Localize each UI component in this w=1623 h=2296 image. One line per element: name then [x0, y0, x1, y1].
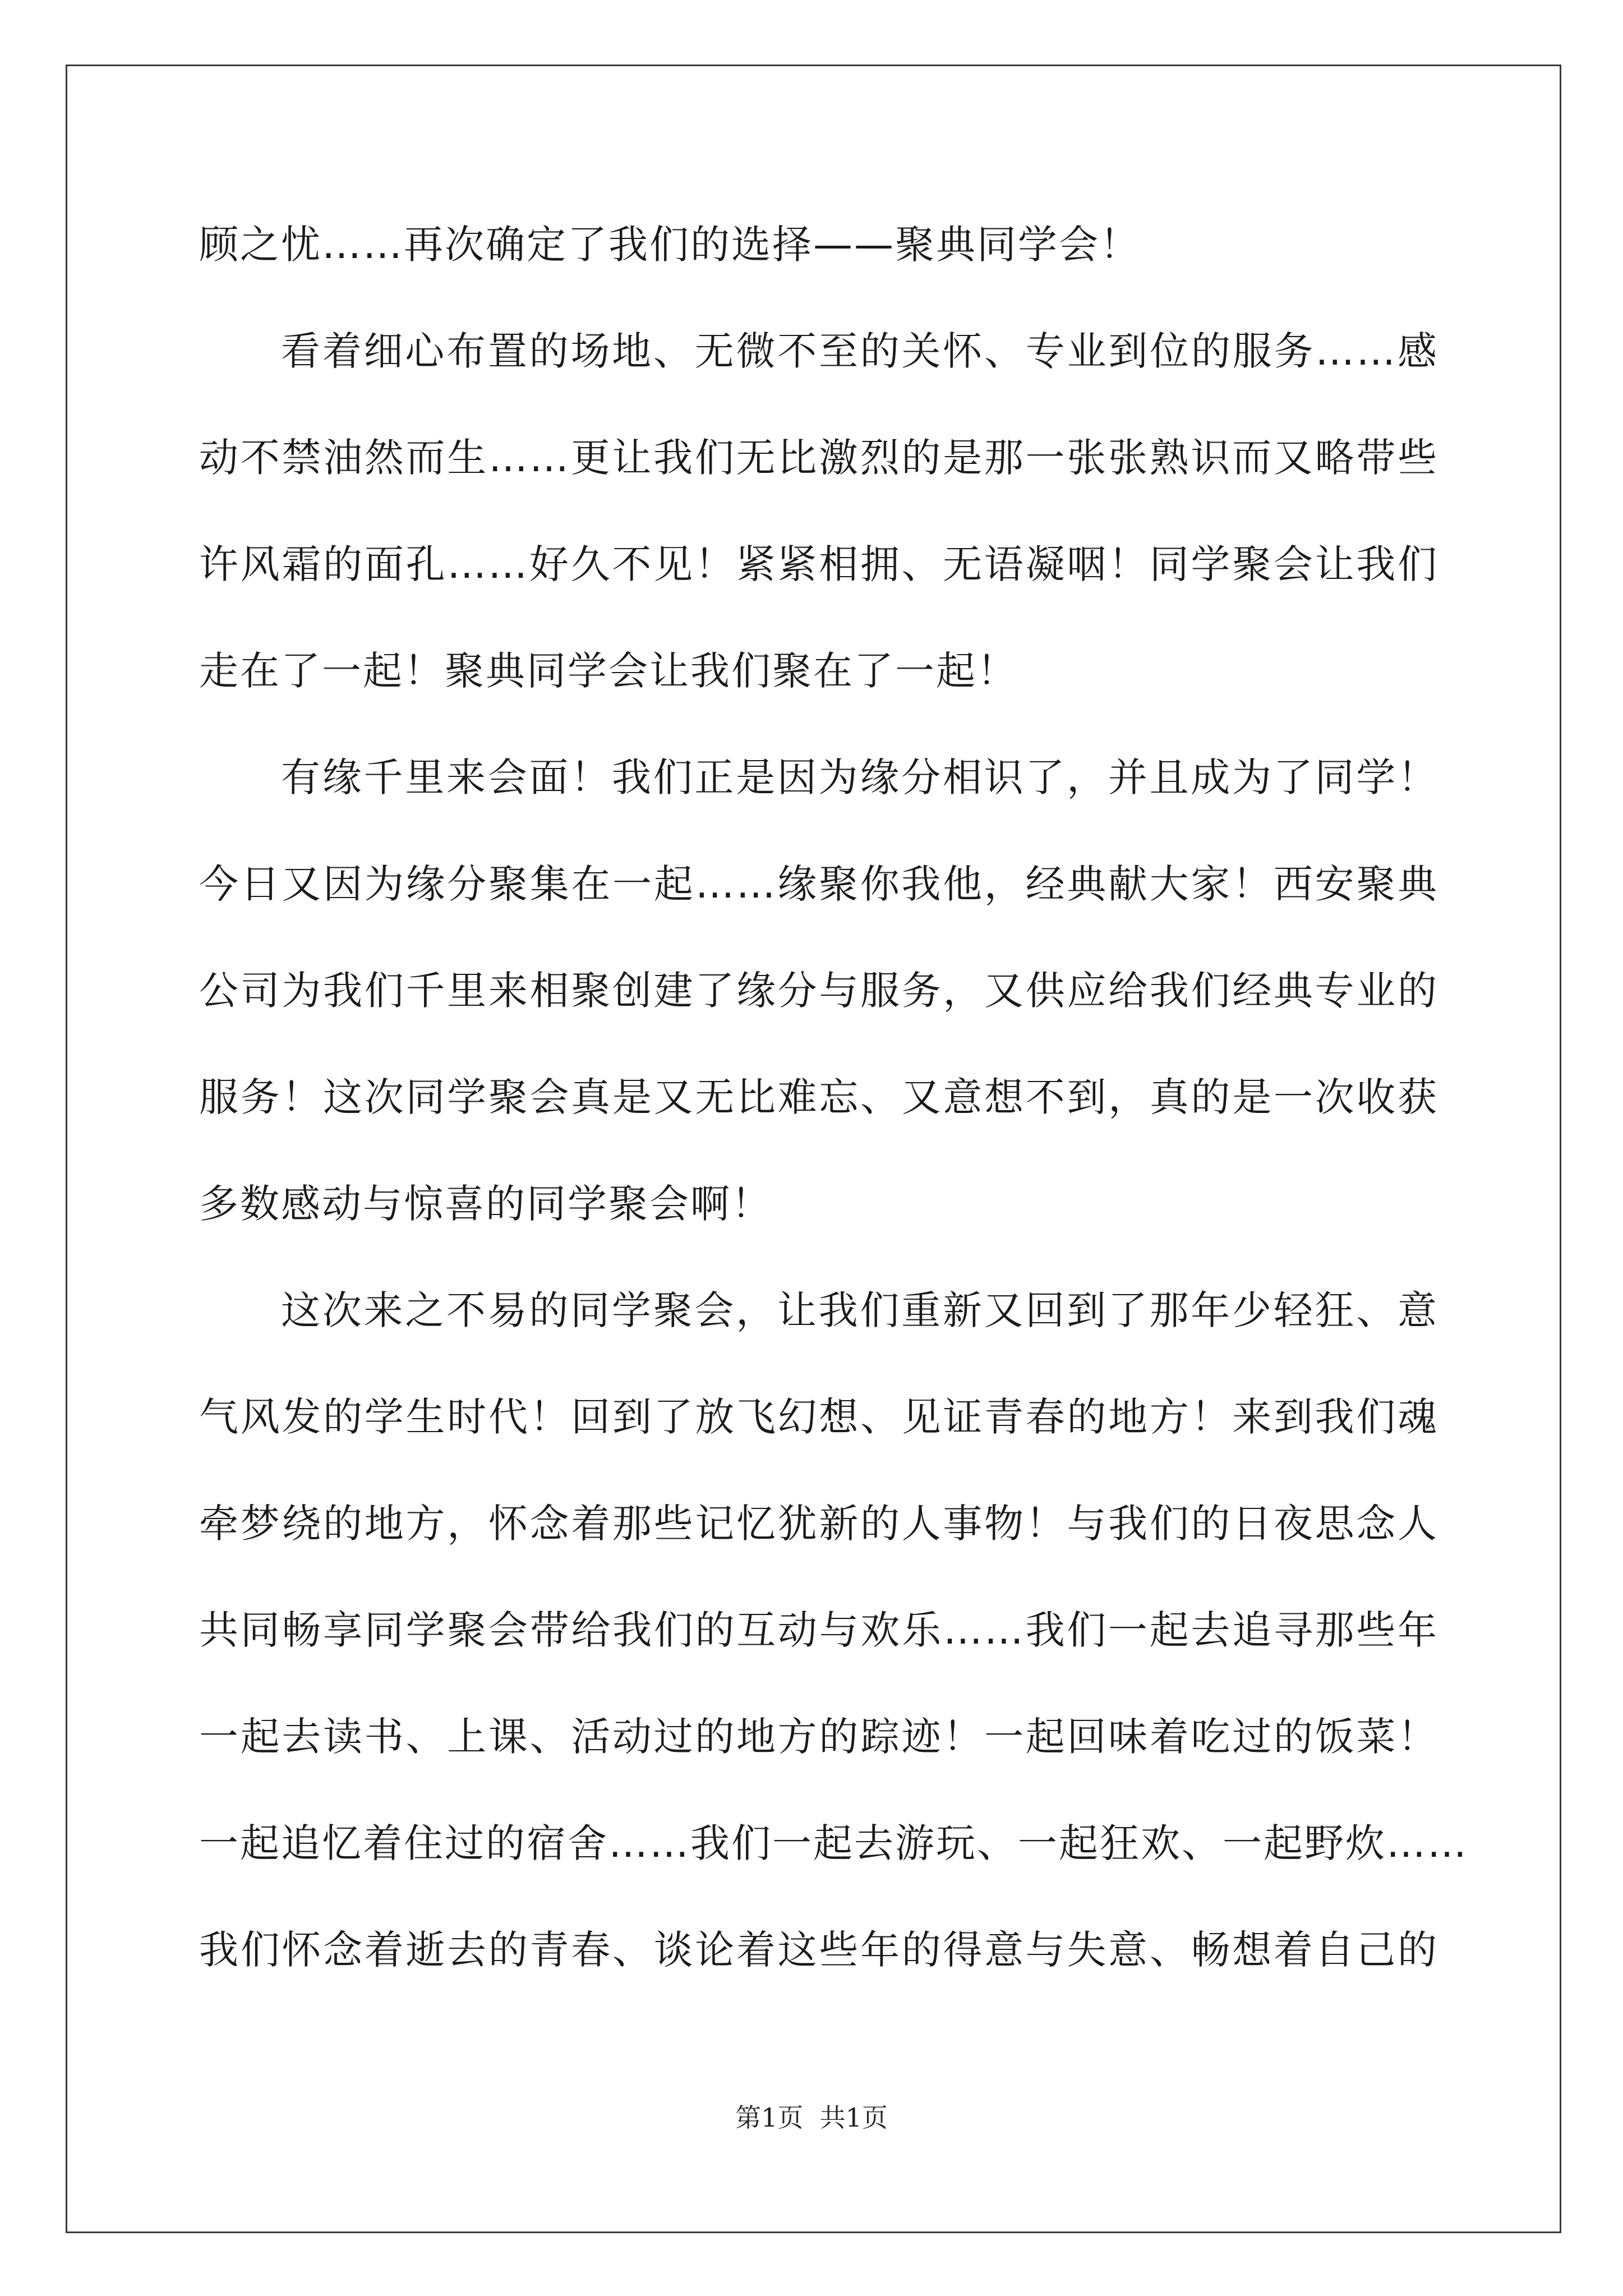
text-line: 许风霜的面孔……好久不见！紧紧相拥、无语凝咽！同学聚会让我们	[199, 541, 1438, 587]
text-line: 看着细心布置的场地、无微不至的关怀、专业到位的服务……感	[281, 328, 1438, 374]
text-line: 牵梦绕的地方，怀念着那些记忆犹新的人事物！与我们的日夜思念人	[199, 1501, 1438, 1547]
text-line: 走在了一起！聚典同学会让我们聚在了一起！	[199, 648, 1018, 694]
text-line: 公司为我们千里来相聚创建了缘分与服务，又供应给我们经典专业的	[199, 968, 1438, 1014]
text-line: 服务！这次同学聚会真是又无比难忘、又意想不到，真的是一次收获	[199, 1074, 1438, 1120]
document-body	[199, 206, 1468, 2018]
text-line: 我们怀念着逝去的青春、谈论着这些年的得意与失意、畅想着自己的	[199, 1927, 1438, 1973]
text-line: 一起去读书、上课、活动过的地方的踪迹！一起回味着吃过的饭菜！	[199, 1714, 1438, 1760]
page-footer: 第1页 共1页	[735, 2102, 888, 2133]
text-line: 一起追忆着住过的宿舍……我们一起去游玩、一起狂欢、一起野炊……	[199, 1820, 1468, 1866]
text-line: 顾之忧……再次确定了我们的选择——聚典同学会！	[199, 222, 1141, 268]
text-line: 这次来之不易的同学聚会，让我们重新又回到了那年少轻狂、意	[281, 1287, 1438, 1333]
text-line: 今日又因为缘分聚集在一起……缘聚你我他，经典献大家！西安聚典	[199, 861, 1438, 907]
text-line: 多数感动与惊喜的同学聚会啊！	[199, 1181, 772, 1227]
text-line: 共同畅享同学聚会带给我们的互动与欢乐……我们一起去追寻那些年	[199, 1607, 1438, 1653]
text-line: 气风发的学生时代！回到了放飞幻想、见证青春的地方！来到我们魂	[199, 1394, 1438, 1440]
text-line: 动不禁油然而生……更让我们无比激烈的是那一张张熟识而又略带些	[199, 435, 1438, 481]
text-line: 有缘千里来会面！我们正是因为缘分相识了，并且成为了同学！	[281, 754, 1438, 800]
